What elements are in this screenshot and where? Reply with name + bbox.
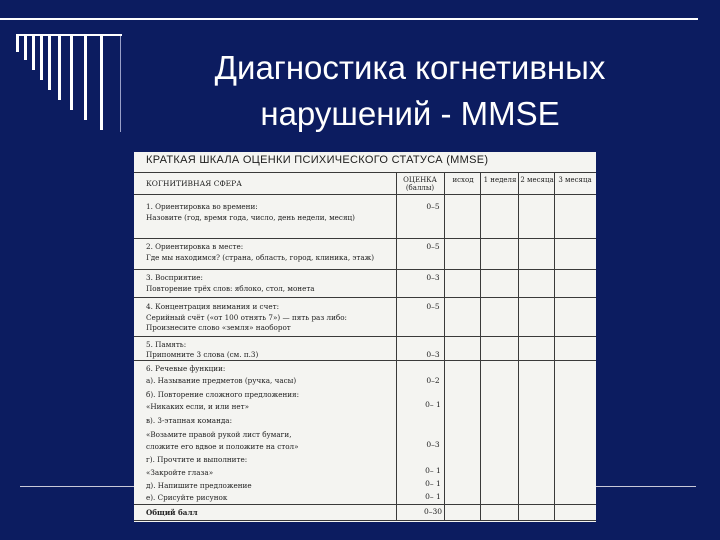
title-line-1: Диагностика когнетивных — [214, 49, 606, 86]
column-header-c3: 2 месяца — [520, 176, 554, 184]
row-score: 0– 1 — [425, 479, 441, 488]
decoration-bar — [40, 34, 43, 80]
table-row: 5. Память: — [146, 340, 187, 349]
row-separator — [134, 238, 596, 239]
table-row: в). 3-этапная команда: — [146, 416, 233, 425]
table-row: Назовите (год, время года, число, день недели, месяц) — [146, 213, 355, 222]
table-row: Где мы находимся? (страна, область, город, клиника, этаж) — [146, 253, 375, 262]
row-score-total: 0–30 — [423, 507, 443, 516]
row-score: 0–5 — [426, 242, 440, 251]
table-row: а). Называние предметов (ручка, часы) — [146, 376, 297, 385]
corner-decoration — [14, 34, 124, 144]
table-row: «Закройте глаза» — [146, 468, 214, 477]
decoration-bar — [100, 34, 103, 130]
table-row: 6. Речевые функции: — [146, 364, 226, 373]
row-score: 0–3 — [426, 273, 440, 282]
table-row: д). Напишите предложение — [146, 481, 252, 490]
table-row: «Никаких если, и или нет» — [146, 402, 249, 411]
table-top-line — [134, 172, 596, 173]
total-line — [134, 504, 596, 505]
column-divider — [396, 172, 397, 520]
column-divider — [480, 172, 481, 520]
table-row: г). Прочтите и выполните: — [146, 455, 248, 464]
decoration-bar — [16, 34, 19, 52]
column-header-c1: исход — [452, 176, 474, 184]
row-score: 0–3 — [426, 440, 440, 449]
column-header-sphere: КОГНИТИВНАЯ СФЕРА — [146, 179, 242, 188]
table-row: Произнесите слово «земля» наоборот — [146, 323, 291, 332]
row-separator — [134, 269, 596, 270]
column-divider — [518, 172, 519, 520]
column-header-c4: 3 месяца — [558, 176, 592, 184]
decoration-bar — [70, 34, 73, 110]
title-line-2: нарушений - MMSE — [260, 95, 560, 132]
row-score: 0–2 — [426, 376, 440, 385]
vertical-rule — [120, 36, 121, 132]
table-row: Серийный счёт («от 100 отнять 7») — пять раз либо: — [146, 313, 347, 322]
table-row: Припомните 3 слова (см. п.3) — [146, 350, 259, 359]
table-row: «Возьмите правой рукой лист бумаги, — [146, 430, 292, 439]
header-bottom-line — [134, 194, 596, 195]
column-header-score: ОЦЕНКА (баллы) — [403, 176, 437, 192]
row-score: 0– 1 — [425, 492, 441, 501]
row-score: 0– 1 — [425, 400, 441, 409]
decoration-bar — [84, 34, 87, 120]
table-row: Повторение трёх слов: яблоко, стол, монета — [146, 284, 315, 293]
row-score: 0–3 — [426, 350, 440, 359]
row-score: 0–5 — [426, 302, 440, 311]
table-row: 3. Восприятие: — [146, 273, 203, 282]
table-row-total: Общий балл — [146, 508, 198, 517]
table-row: б). Повторение сложного предложения: — [146, 390, 300, 399]
row-score: 0–5 — [426, 202, 440, 211]
row-separator — [134, 297, 596, 298]
decoration-bar — [48, 34, 51, 90]
table-row: 1. Ориентировка во времени: — [146, 202, 258, 211]
top-rule — [0, 18, 698, 20]
column-header-c2: 1 неделя — [483, 176, 517, 184]
mmse-document-image — [134, 152, 596, 522]
table-row: сложите его вдвое и положите на стол» — [146, 442, 299, 451]
row-separator — [134, 360, 596, 361]
row-separator — [134, 336, 596, 337]
document-heading: КРАТКАЯ ШКАЛА ОЦЕНКИ ПСИХИЧЕСКОГО СТАТУСА (MMSE) — [146, 154, 489, 166]
table-row: 4. Концентрация внимания и счет: — [146, 302, 279, 311]
decoration-bar — [32, 34, 35, 70]
table-row: е). Срисуйте рисунок — [146, 493, 228, 502]
row-score: 0– 1 — [425, 466, 441, 475]
table-bottom-line — [134, 520, 596, 521]
decoration-bar — [24, 34, 27, 60]
slide-title — [150, 45, 670, 137]
column-divider — [554, 172, 555, 520]
table-row: 2. Ориентировка в месте: — [146, 242, 244, 251]
decoration-bar — [58, 34, 61, 100]
